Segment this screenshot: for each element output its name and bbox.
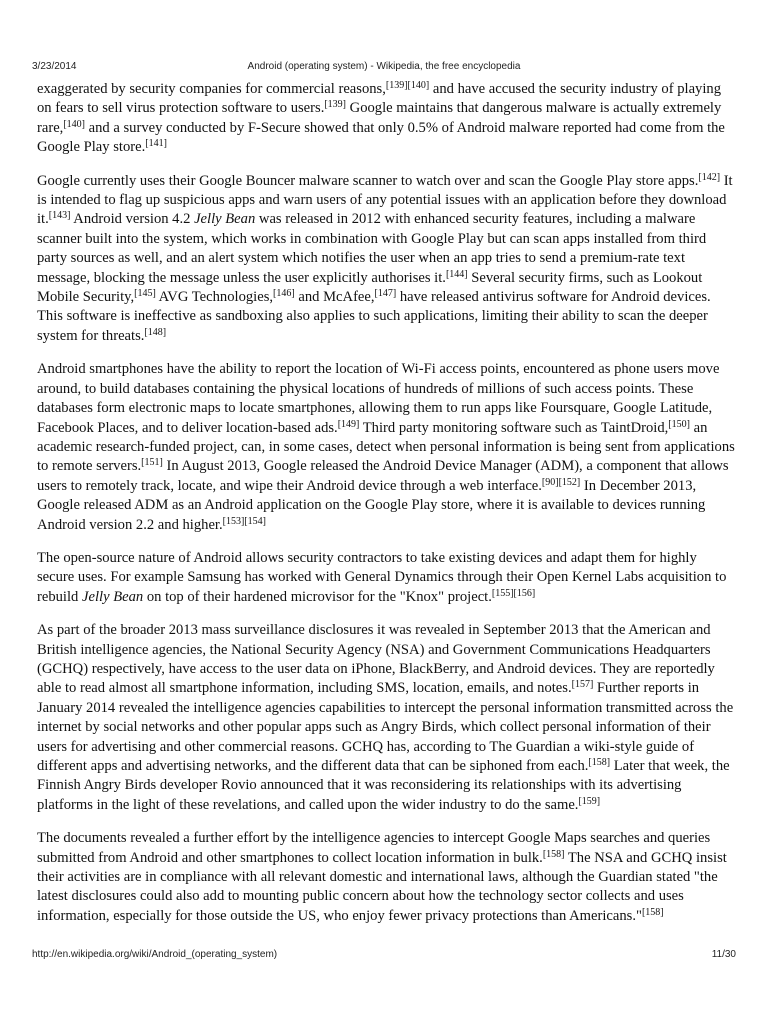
citation-link[interactable]: [139][140] bbox=[385, 80, 430, 91]
text-run: In December 2013, Google released ADM as an Android application on the Google Play store, where it is available to devices running Android version 2.2 and higher. bbox=[37, 477, 706, 533]
text-run: Android smartphones have the ability to report the location of Wi-Fi access points, encountered as phone users move around, to build databases containing the physical locations of hundreds of millions of such access points. These databases form electronic maps to locate smartphones, allowing them to run apps like Foursquare, Google Latitude, Facebook Places, and to deliver location-based ads. bbox=[37, 361, 720, 436]
article-paragraph bbox=[37, 829, 737, 926]
text-run: Android version 4.2 bbox=[70, 211, 195, 228]
italic-text: Jelly Bean bbox=[82, 588, 144, 605]
text-run: and McAfee, bbox=[294, 289, 375, 306]
text-run: In August 2013, Google released the Android Device Manager (ADM), a component that allows users to remotely track, locate, and wipe their Android device through a web interface. bbox=[37, 458, 729, 494]
text-run: It is intended to flag up suspicious apps and warn users of any potential issues with an application before they download it. bbox=[37, 172, 733, 228]
print-header bbox=[32, 61, 736, 75]
text-run: and a survey conducted by F-Secure showed that only 0.5% of Android malware reported had come from the Google Play store. bbox=[37, 119, 725, 156]
citation-link[interactable]: [147] bbox=[374, 288, 397, 300]
text-run: The documents revealed a further effort by the intelligence agencies to intercept Google Maps searches and queries submitted from Android and other smartphones to collect location information in bulk. bbox=[37, 830, 711, 866]
citation-link[interactable]: [158] bbox=[542, 848, 565, 860]
text-run: was released in 2012 with enhanced security features, including a malware scanner built into the system, which works in combination with Google Play but can scan apps installed from third party sources as well, and an alert system which notifies the user when an app tries to send a premium-rate text message, blocking the message unless the user explicitly authorises it. bbox=[37, 211, 707, 286]
text-run: The open-source nature of Android allows security contractors to take existing devices and adapt them for highly secure uses. For example Samsung has worked with General Dynamics through their Open Kernel Labs acquisition to rebuild bbox=[37, 549, 727, 605]
citation-link[interactable]: [155][156] bbox=[491, 587, 536, 599]
citation-link[interactable]: [90][152] bbox=[541, 476, 581, 488]
article-paragraph bbox=[37, 549, 737, 607]
text-run: an academic research-funded project, can, in some cases, detect when personal information is being sent from applications to remote servers. bbox=[37, 419, 735, 475]
citation-link[interactable]: [143] bbox=[48, 210, 71, 222]
article-paragraph bbox=[37, 360, 737, 535]
text-run: have released antivirus software for Android devices. This software is ineffective as sandboxing also applies to such applications, limiting their ability to scan the deeper system for threats. bbox=[37, 289, 711, 344]
citation-link[interactable]: [149] bbox=[337, 418, 360, 430]
text-run: AVG Technologies, bbox=[155, 289, 274, 306]
citation-link[interactable]: [151] bbox=[141, 457, 163, 469]
text-run: and have accused the security industry of playing on fears to sell virus protection software to users. bbox=[37, 81, 722, 117]
text-run: The NSA and GCHQ insist their activities are in compliance with all relevant domestic and international laws, although the Guardian stated "the latest disclosures could also add to mounting public concern about how the technology sector collects and uses information, especially for those outside the US, who enjoy fewer privacy protections than Americans." bbox=[37, 849, 727, 924]
article-paragraph bbox=[37, 172, 737, 347]
citation-link[interactable]: [142] bbox=[698, 171, 721, 183]
text-run: on top of their hardened microvisor for the "Knox" project. bbox=[143, 588, 492, 605]
citation-link[interactable]: [140] bbox=[63, 118, 85, 130]
citation-link[interactable]: [146] bbox=[273, 288, 295, 300]
citation-link[interactable]: [153][154] bbox=[222, 515, 266, 527]
citation-link[interactable]: [148] bbox=[144, 326, 167, 338]
text-run: As part of the broader 2013 mass surveillance disclosures it was revealed in September 2013 that the American and British intelligence agencies, the National Security Agency (NSA) and Government Communications Headquarters (GCHQ) respectively, have access to the user data on iPhone, BlackBerry, and Android devices. They are reportedly able to read almost all smartphone information, including SMS, location, emails, and notes. bbox=[37, 622, 715, 697]
article-body bbox=[37, 80, 737, 940]
article-paragraph bbox=[37, 621, 737, 815]
text-run: Google currently uses their Google Bouncer malware scanner to watch over and scan the Google Play store apps. bbox=[37, 172, 699, 189]
citation-link[interactable]: [145] bbox=[134, 288, 156, 300]
print-date: 3/23/2014 bbox=[32, 61, 77, 72]
page-title: Android (operating system) - Wikipedia, the free encyclopedia bbox=[247, 61, 521, 72]
citation-link[interactable]: [159] bbox=[578, 795, 601, 807]
citation-link[interactable]: [144] bbox=[445, 268, 468, 280]
text-run: Several security firms, such as Lookout Mobile Security, bbox=[37, 269, 703, 306]
citation-link[interactable]: [139] bbox=[324, 99, 347, 111]
text-run: Third party monitoring software such as TaintDroid, bbox=[359, 419, 669, 436]
text-run: exaggerated by security companies for commercial reasons, bbox=[37, 81, 386, 97]
citation-link[interactable]: [150] bbox=[668, 418, 690, 430]
citation-link[interactable]: [141] bbox=[145, 138, 167, 150]
page-number: 11/30 bbox=[711, 949, 736, 960]
article-paragraph bbox=[37, 80, 737, 158]
citation-link[interactable]: [158] bbox=[588, 757, 611, 768]
text-run: Later that week, the Finnish Angry Birds developer Rovio announced that it was reconsidering its relationships with its advertising platforms in the light of these revelations, and called upon the wider industry to do the same. bbox=[37, 758, 730, 813]
text-run: Google maintains that dangerous malware is actually extremely rare, bbox=[37, 100, 722, 136]
italic-text: Jelly Bean bbox=[194, 211, 256, 228]
page-url: http://en.wikipedia.org/wiki/Android_(operating_system) bbox=[32, 949, 278, 960]
citation-link[interactable]: [158] bbox=[641, 906, 664, 918]
print-footer bbox=[32, 949, 736, 963]
text-run: Further reports in January 2014 revealed the intelligence agencies capabilities to intercept the personal information transmitted across the internet by social networks and other popular apps such as Angry Birds, which collect personal information of their users for advertising and other commercial reasons. GCHQ has, according to The Guardian a wiki-style guide of different apps and advertising networks, and the different data that can be siphoned from each. bbox=[37, 680, 734, 774]
citation-link[interactable]: [157] bbox=[571, 679, 594, 691]
